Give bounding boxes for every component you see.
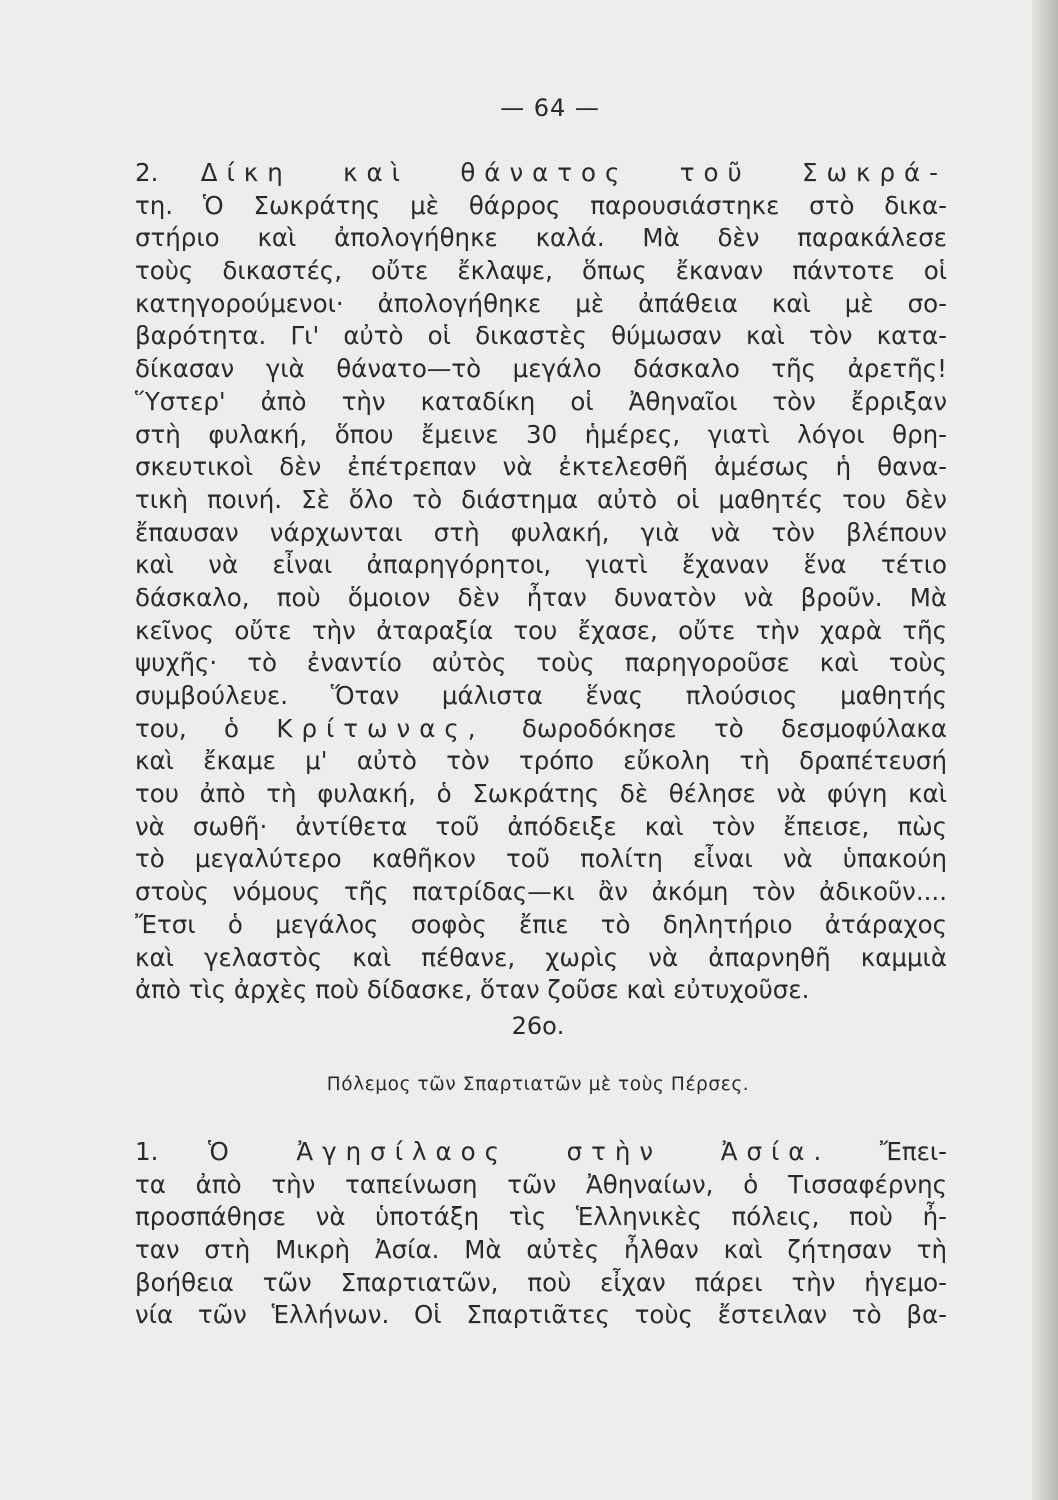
- text-line: καὶ γελαστὸς καὶ πέθανε, χωρὶς νὰ ἀπαρνηθῆ καμμιὰ: [135, 942, 947, 972]
- text-line: σκευτικοὶ δὲν ἐπέτρεπαν νὰ ἐκτελεσθῆ ἀμέσως ἡ θανα-: [135, 452, 947, 482]
- section-heading-rest: Ἔπει-: [879, 1137, 947, 1166]
- text-line: βοήθεια τῶν Σπαρτιατῶν, ποὺ εἶχαν πάρει τὴν ἡγεμο-: [135, 1267, 947, 1297]
- text-line: ταν στὴ Μικρὴ Ἀσία. Μὰ αὐτὲς ἦλθαν καὶ ζήτησαν τὴ: [135, 1235, 947, 1265]
- text-line: τη. Ὁ Σωκράτης μὲ θάρρος παρουσιάστηκε στὸ δικα-: [135, 190, 947, 220]
- section-heading-number: 2.: [135, 158, 159, 187]
- text-line: τοὺς δικαστές, οὔτε ἔκλαψε, ὅπως ἔκαναν πάντοτε οἱ: [135, 256, 947, 286]
- lesson-number: 26ο.: [511, 1012, 565, 1040]
- text-line: συμβούλευε. Ὅταν μάλιστα ἕνας πλούσιος μαθητής: [135, 681, 947, 710]
- text-line: καὶ ἔκαμε μ' αὐτὸ τὸν τρόπο εὔκολη τὴ δραπέτευσή: [135, 746, 947, 776]
- kriton-name: Κρίτωνας,: [276, 713, 485, 743]
- text-line: ἀπὸ τὶς ἀρχὲς ποὺ δίδασκε, ὅταν ζοῦσε καὶ εὐτυχοῦσε.: [135, 975, 810, 1005]
- text-line: δίκασαν γιὰ θάνατο—τὸ μεγάλο δάσκαλο τῆς ἀρετῆς!: [135, 354, 947, 384]
- text-line: του ἀπὸ τὴ φυλακή, ὁ Σωκράτης δὲ θέλησε νὰ φύγη καὶ: [135, 779, 947, 809]
- section-heading-title: Ὁ Ἀγησίλαος στὴν Ἀσία.: [208, 1137, 831, 1166]
- page-number: — 64 —: [500, 94, 600, 122]
- section-socrates-trial: [135, 157, 947, 1007]
- section-heading-number: 1.: [135, 1137, 159, 1166]
- text-line-kriton: [135, 713, 947, 746]
- page-edge-shadow: [1032, 0, 1058, 1500]
- lesson-title: Πόλεμος τῶν Σπαρτιατῶν μὲ τοὺς Πέρσες.: [326, 1074, 750, 1095]
- text-line: νία τῶν Ἑλλήνων. Οἱ Σπαρτιᾶτες τοὺς ἔστειλαν τὸ βα-: [135, 1300, 947, 1330]
- text-line: στοὺς νόμους τῆς πατρίδας—κι ἂν ἀκόμη τὸν ἀδικοῦν....: [135, 877, 947, 907]
- text-line: ἔπαυσαν νάρχωνται στὴ φυλακή, γιὰ νὰ τὸν βλέπουν: [135, 517, 947, 547]
- section-agesilaus: [135, 1136, 947, 1332]
- text-line: νὰ σωθῆ· ἀντίθετα τοῦ ἀπόδειξε καὶ τὸν ἔπεισε, πὼς: [135, 811, 947, 841]
- kriton-prefix: του, ὁ: [135, 713, 240, 743]
- text-line: βαρότητα. Γι' αὐτὸ οἱ δικαστὲς θύμωσαν καὶ τὸν κατα-: [135, 321, 947, 351]
- text-line: καὶ νὰ εἶναι ἀπαρηγόρητοι, γιατὶ ἔχαναν ἕνα τέτιο: [135, 550, 947, 580]
- kriton-suffix: δωροδόκησε τὸ δεσμοφύλακα: [521, 713, 947, 743]
- text-line: τικὴ ποινή. Σὲ ὅλο τὸ διάστημα αὐτὸ οἱ μαθητές του δὲν: [135, 484, 947, 514]
- text-line: Ὕστερ' ἀπὸ τὴν καταδίκη οἱ Ἀθηναῖοι τὸν ἔρριξαν: [135, 386, 947, 416]
- text-line: στὴ φυλακή, ὅπου ἔμεινε 30 ἡμέρες, γιατὶ λόγοι θρη-: [135, 419, 947, 449]
- text-line: ψυχῆς· τὸ ἐναντίο αὐτὸς τοὺς παρηγοροῦσε καὶ τοὺς: [135, 648, 947, 678]
- section-heading-title: Δίκη καὶ θάνατος τοῦ Σωκρά-: [200, 158, 947, 187]
- text-line: στήριο καὶ ἀπολογήθηκε καλά. Μὰ δὲν παρακάλεσε: [135, 223, 947, 253]
- text-line: κατηγορούμενοι· ἀπολογήθηκε μὲ ἀπάθεια καὶ μὲ σο-: [135, 288, 947, 318]
- section-heading: [135, 1136, 947, 1169]
- text-line: κεῖνος οὔτε τὴν ἀταραξία του ἔχασε, οὔτε τὴν χαρὰ τῆς: [135, 615, 947, 645]
- text-line: δάσκαλο, ποὺ ὅμοιον δὲν ἦταν δυνατὸν νὰ βροῦν. Μὰ: [135, 582, 947, 612]
- text-line: τα ἀπὸ τὴν ταπείνωση τῶν Ἀθηναίων, ὁ Τισσαφέρνης: [135, 1169, 947, 1199]
- text-line: Ἔτσι ὁ μεγάλος σοφὸς ἔπιε τὸ δηλητήριο ἀτάραχος: [135, 909, 947, 939]
- text-line: προσπάθησε νὰ ὑποτάξη τὶς Ἑλληνικὲς πόλεις, ποὺ ἦ-: [135, 1202, 947, 1232]
- section-heading: [135, 157, 947, 190]
- text-line: τὸ μεγαλύτερο καθῆκον τοῦ πολίτη εἶναι νὰ ὑπακούη: [135, 844, 947, 874]
